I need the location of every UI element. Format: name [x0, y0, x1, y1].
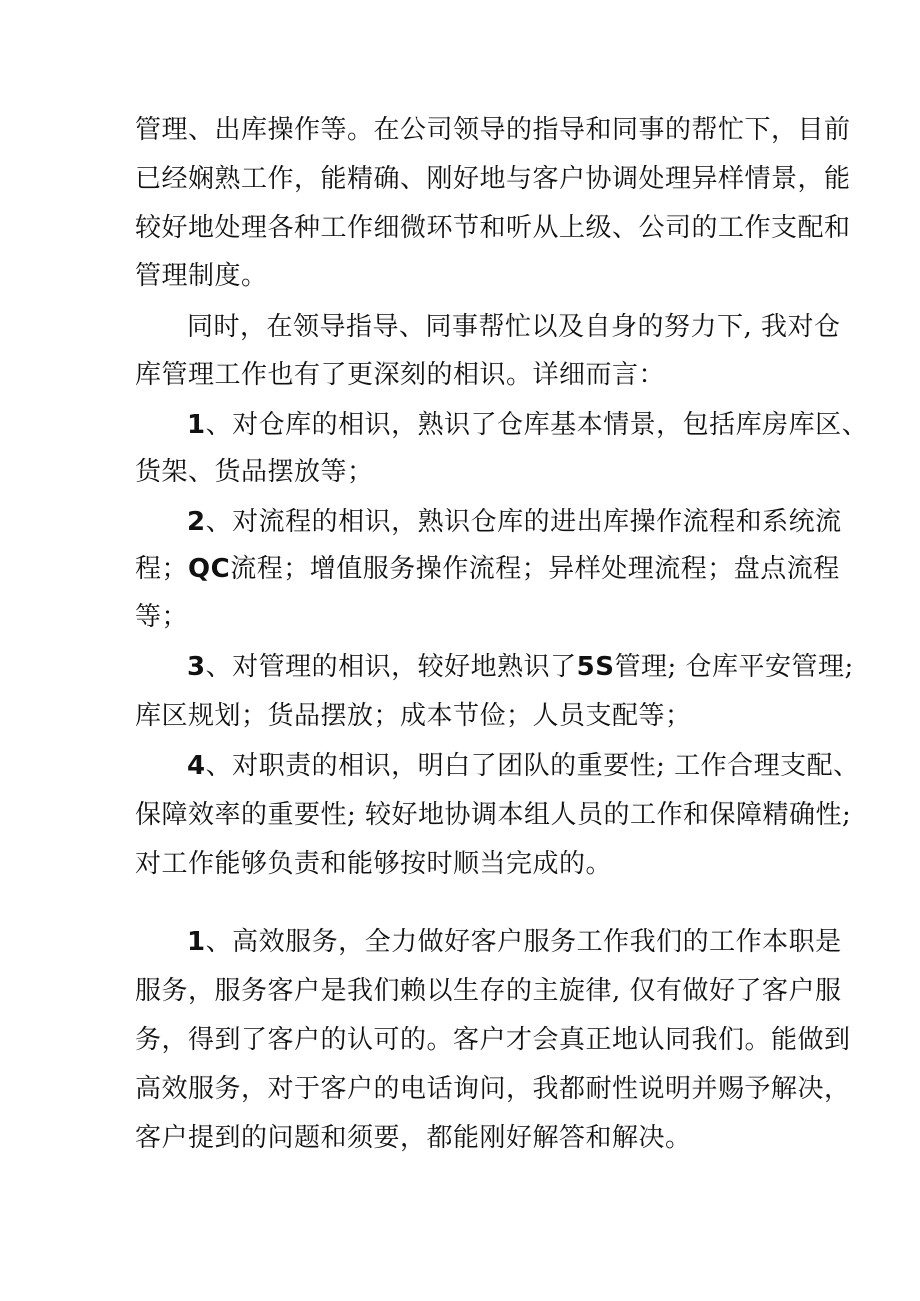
item-2-line-1	[187, 505, 842, 539]
item-text: 、对管理的相识，较好地熟识了	[205, 652, 577, 682]
paragraph-2-line-1: 同时，在领导指导、同事帮忙以及自身的努力下, 我对仓	[187, 312, 841, 342]
item-4-line-1	[187, 749, 860, 783]
paragraph-1-line-2: 已经娴熟工作，能精确、刚好地与客户协调处理异样情景，能	[135, 164, 851, 194]
5s-term: 5S	[576, 652, 615, 682]
paragraph-1-line-3: 较好地处理各种工作细微环节和听从上级、公司的工作支配和	[135, 213, 851, 243]
section-1-line-3: 务，得到了客户的认可的。客户才会真正地认同我们。能做到	[135, 1025, 851, 1055]
item-text: 、对职责的相识，明白了团队的重要性; 工作合理支配、	[205, 751, 860, 781]
paragraph-2-line-2: 库管理工作也有了更深刻的相识。详细而言：	[135, 360, 666, 390]
item-number: 3	[187, 652, 206, 682]
item-4-line-3: 对工作能够负责和能够按时顺当完成的。	[135, 849, 613, 879]
item-text: 流程；增值服务操作流程；异样处理流程；盘点流程	[230, 554, 840, 584]
item-number: 1	[187, 410, 206, 440]
item-3-line-2: 库区规划；货品摆放；成本节俭；人员支配等；	[135, 701, 692, 731]
item-text: 程；	[135, 554, 189, 584]
section-1-line-1	[187, 925, 842, 959]
paragraph-1-line-1: 管理、出库操作等。在公司领导的指导和同事的帮忙下，目前	[135, 115, 851, 145]
item-text: 、高效服务，全力做好客户服务工作我们的工作本职是	[205, 927, 842, 957]
item-2-line-2	[135, 552, 840, 586]
item-text: 、对仓库的相识，熟识了仓库基本情景，包括库房库区、	[205, 410, 869, 440]
item-text: 、对流程的相识，熟识仓库的进出库操作流程和系统流	[205, 507, 842, 537]
section-1-line-2: 服务，服务客户是我们赖以生存的主旋律, 仅有做好了客户服	[135, 976, 842, 1006]
item-1-line-1	[187, 408, 868, 442]
item-number: 2	[187, 507, 206, 537]
section-1-line-4: 高效服务，对于客户的电话询问，我都耐性说明并赐予解决，	[135, 1074, 851, 1104]
paragraph-1-line-4: 管理制度。	[135, 261, 268, 291]
section-1-line-5: 客户提到的问题和须要，都能刚好解答和解决。	[135, 1123, 692, 1153]
item-4-line-2: 保障效率的重要性; 较好地协调本组人员的工作和保障精确性;	[135, 800, 852, 830]
item-number: 1	[187, 927, 206, 957]
item-1-line-2: 货架、货品摆放等；	[135, 457, 374, 487]
qc-term: QC	[188, 554, 231, 584]
item-2-line-3: 等；	[135, 602, 189, 632]
item-text: 管理; 仓库平安管理;	[614, 652, 854, 682]
item-3-line-1	[187, 650, 854, 684]
item-number: 4	[187, 751, 206, 781]
